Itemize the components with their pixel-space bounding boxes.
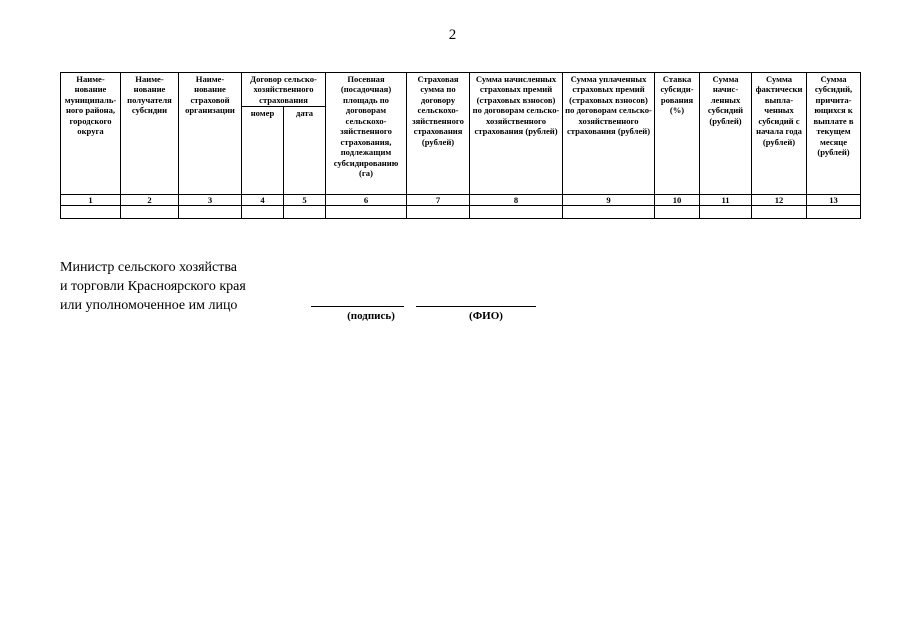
table-cell[interactable] [655,206,700,219]
header-municipality: Наиме-нование муниципаль-ного района, городского округа [61,73,121,195]
header-insured-sum: Страховая сумма по договору сельскохо-зяйственного страхования (рублей) [407,73,470,195]
table-cell[interactable] [121,206,179,219]
table-cell[interactable] [470,206,563,219]
page-number: 2 [448,27,457,43]
header-contract-date: дата [284,107,326,195]
header-accrued-premiums: Сумма начисленных страховых премий (страховых взносов) по договорам сельско-хозяйственного страхования (рублей) [470,73,563,195]
column-number: 9 [563,195,655,206]
header-paid-premiums: Сумма уплаченных страховых премий (страховых взносов) по договорам сельско-хозяйственного страхования (рублей) [563,73,655,195]
column-number: 10 [655,195,700,206]
column-number: 7 [407,195,470,206]
table-cell[interactable] [242,206,284,219]
column-number: 2 [121,195,179,206]
table-cell[interactable] [407,206,470,219]
column-number: 13 [807,195,861,206]
header-contract-group: Договор сельско-хозяйственного страхования [242,73,326,107]
column-number: 6 [326,195,407,206]
table-cell[interactable] [752,206,807,219]
header-insurer: Наиме-нование страховой организации [179,73,242,195]
header-row [61,73,861,107]
header-recipient: Наиме-нование получателя субсидии [121,73,179,195]
signatory-title [60,258,246,315]
table-cell[interactable] [563,206,655,219]
table-cell[interactable] [700,206,752,219]
signature-label: (подпись) [347,310,395,322]
table-cell[interactable] [807,206,861,219]
header-due-subsidies: Сумма субсидий, причита-ющихся к выплате в текущем месяце (рублей) [807,73,861,195]
header-area: Посевная (посадочная) площадь по договорам сельскохо-зяйственного страхования, подлежащим субсидированию (га) [326,73,407,195]
column-number: 5 [284,195,326,206]
subsidy-report-table [60,72,861,219]
empty-data-row [61,206,861,219]
column-number: 1 [61,195,121,206]
table-cell[interactable] [326,206,407,219]
table-cell[interactable] [61,206,121,219]
name-label: (ФИО) [469,310,503,322]
name-line[interactable] [416,306,536,307]
header-accrued-subsidies: Сумма начис-ленных субсидий (рублей) [700,73,752,195]
column-number: 11 [700,195,752,206]
header-paid-subsidies: Сумма фактически выпла-ченных субсидий с начала года (рублей) [752,73,807,195]
table-cell[interactable] [284,206,326,219]
table-cell[interactable] [179,206,242,219]
signature-line[interactable] [311,306,404,307]
header-contract-number: номер [242,107,284,195]
header-subsidy-rate: Ставка субсиди-рования (%) [655,73,700,195]
column-number-row [61,195,861,206]
column-number: 3 [179,195,242,206]
column-number: 8 [470,195,563,206]
signatory-line-2: и торговли Красноярского края [60,279,246,294]
column-number: 4 [242,195,284,206]
signatory-line-3: или уполномоченное им лицо [60,298,238,313]
column-number: 12 [752,195,807,206]
signatory-line-1: Министр сельского хозяйства [60,260,237,275]
